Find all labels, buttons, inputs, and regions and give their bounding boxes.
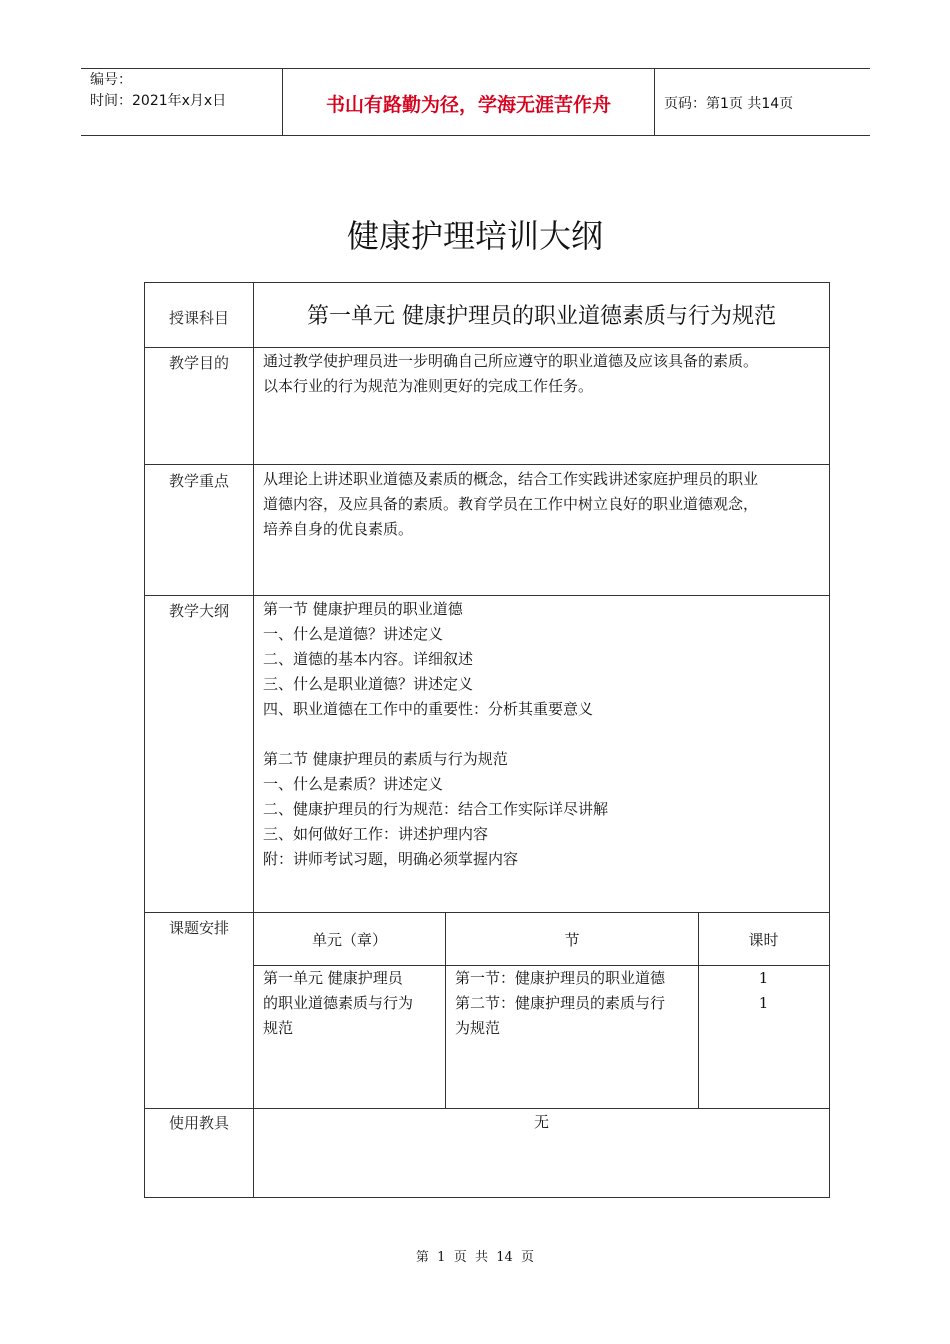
- key-points-text: [263, 467, 823, 542]
- subject-value: 第一单元 健康护理员的职业道德素质与行为规范: [307, 304, 776, 329]
- outline-item: 三、如何做好工作：讲述护理内容: [263, 825, 489, 843]
- unit-line: 第一单元 健康护理员: [263, 969, 403, 987]
- outline-item: 二、道德的基本内容。详细叙述: [263, 650, 474, 668]
- header-meta: [90, 70, 226, 112]
- hours-value: 1: [758, 969, 769, 987]
- col-header-section: 节: [564, 931, 580, 949]
- page-footer: 第 1 页 共 14 页: [415, 1250, 535, 1265]
- row-separator: [144, 464, 830, 465]
- key-points-line: 道德内容，及应具备的素质。教育学员在工作中树立良好的职业道德观念，: [263, 495, 759, 513]
- section-title: 第一节 健康护理员的职业道德: [263, 600, 463, 618]
- objective-label: 教学目的: [168, 354, 229, 372]
- section-title: 第二节 健康护理员的素质与行为规范: [263, 750, 508, 768]
- subject-label: 授课科目: [168, 309, 229, 327]
- header-top-rule: [81, 68, 870, 69]
- outline-item: 一、什么是道德？讲述定义: [263, 625, 444, 643]
- tools-value: 无: [533, 1113, 549, 1131]
- col-header-unit: 单元（章）: [311, 931, 387, 949]
- section-line: 第一节：健康护理员的职业道德: [455, 969, 666, 987]
- schedule-hours-cell: [699, 966, 828, 1016]
- row-separator: [144, 912, 830, 913]
- objective-line: 以本行业的行为规范为准则更好的完成工作任务。: [263, 377, 594, 395]
- header-motto: 书山有路勤为径，学海无涯苦作舟: [325, 94, 611, 116]
- tools-label: 使用教具: [168, 1114, 229, 1132]
- header-bottom-rule: [81, 135, 870, 136]
- label-column-divider: [253, 282, 254, 1198]
- outline-label: 教学大纲: [168, 602, 229, 620]
- row-separator: [144, 347, 830, 348]
- outline-content: [263, 597, 823, 872]
- outline-item: 附：讲师考试习题，明确必须掌握内容: [263, 850, 519, 868]
- row-separator: [144, 1108, 830, 1109]
- unit-line: 规范: [263, 1019, 294, 1037]
- key-points-line: 培养自身的优良素质。: [263, 520, 414, 538]
- row-separator: [144, 595, 830, 596]
- outline-item: 二、健康护理员的行为规范：结合工作实际详尽讲解: [263, 800, 609, 818]
- outline-item: 三、什么是职业道德？讲述定义: [263, 675, 474, 693]
- key-points-label: 教学重点: [168, 472, 229, 490]
- schedule-unit-cell: [263, 966, 441, 1041]
- header-divider-right: [654, 69, 655, 136]
- col-header-hours: 课时: [748, 931, 779, 949]
- unit-line: 的职业道德素质与行为: [263, 994, 414, 1012]
- serial-label: 编号：: [90, 72, 132, 88]
- outline-item: 一、什么是素质？讲述定义: [263, 775, 444, 793]
- objective-text: [263, 349, 823, 399]
- section-line: 第二节：健康护理员的素质与行: [455, 994, 666, 1012]
- schedule-label: 课题安排: [168, 919, 229, 937]
- outline-item: 四、职业道德在工作中的重要性：分析其重要意义: [263, 700, 594, 718]
- schedule-section-cell: [455, 966, 695, 1041]
- key-points-line: 从理论上讲述职业道德及素质的概念，结合工作实践讲述家庭护理员的职业: [263, 470, 759, 488]
- objective-line: 通过教学使护理员进一步明确自己所应遵守的职业道德及应该具备的素质。: [263, 352, 759, 370]
- hours-value: 1: [758, 994, 769, 1012]
- section-line: 为规范: [455, 1019, 501, 1037]
- document-title: 健康护理培训大纲: [346, 217, 603, 255]
- time-label: 时间：2021年x月x日: [90, 93, 227, 109]
- header-page-info: 页码：第1页 共14页: [664, 96, 794, 112]
